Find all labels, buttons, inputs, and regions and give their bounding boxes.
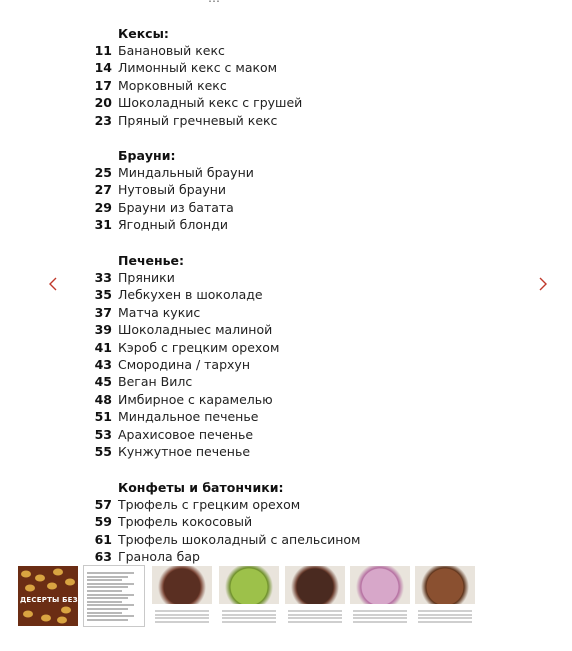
previous-page-button[interactable]: [41, 270, 65, 298]
page-number: 59: [94, 514, 112, 530]
toc-row: [90, 94, 450, 111]
next-page-button[interactable]: [531, 270, 555, 298]
page-number: 35: [94, 287, 112, 303]
page-number: 27: [94, 182, 112, 198]
toc-row: [90, 269, 450, 286]
recipe-name: Смородина / тархун: [118, 357, 250, 372]
cut-off-text: [208, 0, 220, 5]
toc-row: [90, 531, 450, 548]
recipe-name: Матча кукис: [118, 304, 201, 320]
recipe-name: Миндальное печенье: [118, 409, 259, 425]
text-line: [353, 621, 407, 623]
text-line: [155, 610, 209, 612]
recipe-name: Веган Вилс: [118, 374, 193, 390]
page-number: 25: [94, 165, 112, 180]
text-line: [418, 614, 472, 616]
text-line: [87, 579, 122, 581]
text-line: [87, 619, 128, 621]
chevron-left-icon: [48, 276, 58, 292]
section-title: Конфеты и батончики:: [118, 480, 284, 495]
text-line: [87, 576, 128, 578]
text-line: [87, 590, 122, 592]
page-number: 17: [94, 77, 112, 93]
page-number: 39: [94, 322, 112, 338]
page-number: 33: [94, 270, 112, 285]
recipe-photo: [219, 566, 279, 604]
text-line: [87, 601, 122, 603]
page-thumbnail[interactable]: [285, 566, 345, 626]
text-line: [418, 610, 472, 612]
document-page: [90, 0, 490, 565]
toc-row: [90, 496, 450, 513]
page-number: 55: [94, 444, 112, 459]
text-line: [87, 594, 134, 596]
recipe-photo: [285, 566, 345, 604]
section-title: Кексы:: [118, 26, 169, 41]
text-line: [418, 617, 472, 619]
toc-row: [90, 408, 450, 425]
text-line: [353, 617, 407, 619]
page-number: 57: [94, 497, 112, 512]
recipe-name: Лимонный кекс с маком: [118, 60, 278, 76]
recipe-name: Кунжутное печенье: [118, 444, 251, 459]
page-thumbnail[interactable]: [18, 566, 78, 626]
text-line: [288, 621, 342, 623]
text-line: [155, 617, 209, 619]
recipe-name: Имбирное с карамелью: [118, 391, 273, 407]
toc-row: [90, 548, 450, 565]
toc-row: [90, 443, 450, 460]
toc-row: [90, 77, 450, 94]
toc-row: [90, 216, 450, 233]
toc-row: [90, 164, 450, 181]
page-number: 63: [94, 549, 112, 565]
toc-row: [90, 59, 450, 76]
toc-row: [90, 304, 450, 321]
text-line: [87, 612, 122, 614]
toc-row: [90, 321, 450, 338]
recipe-name: Гранола бар: [118, 549, 200, 565]
page-number: 14: [94, 60, 112, 76]
page-number: 53: [94, 426, 112, 442]
page-number: 61: [94, 531, 112, 547]
toc-row: [90, 42, 450, 59]
thumbnail-strip: [0, 566, 572, 628]
text-line: [418, 621, 472, 623]
text-line: [222, 617, 276, 619]
toc-row: [90, 112, 450, 129]
page-thumbnail[interactable]: [152, 566, 212, 626]
page-number: 20: [94, 95, 112, 111]
recipe-name: Пряники: [118, 270, 175, 285]
toc-row: [90, 426, 450, 443]
chevron-right-icon: [538, 276, 548, 292]
recipe-name: Трюфель с грецким орехом: [118, 497, 301, 512]
recipe-name: Трюфель кокосовый: [118, 514, 253, 530]
recipe-name: Шоколадныес малиной: [118, 322, 273, 338]
toc-row: [90, 199, 450, 216]
text-line: [87, 608, 128, 610]
text-line: [222, 621, 276, 623]
recipe-name: Ягодный блонди: [118, 217, 228, 233]
page-number: 29: [94, 199, 112, 215]
page-thumbnail[interactable]: [219, 566, 279, 626]
text-line: [155, 614, 209, 616]
page-number: 11: [94, 43, 112, 58]
page-number: 51: [94, 409, 112, 425]
toc-row: [90, 286, 450, 303]
page-number: 45: [94, 374, 112, 390]
recipe-name: Пряный гречневый кекс: [118, 112, 278, 128]
recipe-name: Трюфель шоколадный с апельсином: [118, 531, 361, 547]
recipe-name: Арахисовое печенье: [118, 426, 254, 442]
recipe-name: Морковный кекс: [118, 77, 227, 93]
page-number: 31: [94, 217, 112, 233]
text-line: [353, 614, 407, 616]
page-number: 37: [94, 304, 112, 320]
recipe-name: Брауни из батата: [118, 199, 234, 215]
page-number: 43: [94, 357, 112, 372]
text-line: [87, 597, 128, 599]
text-line: [288, 610, 342, 612]
section-title: Брауни:: [118, 148, 176, 163]
toc-row: [90, 513, 450, 530]
toc-row: [90, 339, 450, 356]
page-thumbnail[interactable]: [350, 566, 410, 626]
recipe-name: Кэроб с грецким орехом: [118, 339, 280, 355]
recipe-photo: [350, 566, 410, 604]
recipe-name: Миндальный брауни: [118, 165, 254, 180]
recipe-name: Лебкухен в шоколаде: [118, 287, 263, 303]
recipe-photo: [152, 566, 212, 604]
text-line: [222, 614, 276, 616]
text-line: [353, 610, 407, 612]
text-line: [87, 615, 134, 617]
text-line: [87, 586, 128, 588]
page-number: 48: [94, 391, 112, 407]
text-line: [87, 604, 134, 606]
page-number: 41: [94, 339, 112, 355]
recipe-name: Нутовый брауни: [118, 182, 227, 198]
recipe-photo: [415, 566, 475, 604]
text-line: [87, 583, 134, 585]
toc-row: [90, 356, 450, 373]
text-line: [87, 572, 134, 574]
toc-row: [90, 181, 450, 198]
text-line: [288, 614, 342, 616]
text-line: [222, 610, 276, 612]
page-thumbnail[interactable]: [84, 566, 144, 626]
toc-row: [90, 373, 450, 390]
section-title: Печенье:: [118, 253, 185, 268]
cover-title: ДЕСЕРТЫ БЕЗ: [20, 596, 78, 604]
text-line: [288, 617, 342, 619]
recipe-name: Банановый кекс: [118, 43, 225, 58]
page-number: 23: [94, 112, 112, 128]
page-thumbnail[interactable]: [415, 566, 475, 626]
recipe-name: Шоколадный кекс с грушей: [118, 95, 303, 111]
text-line: [155, 621, 209, 623]
toc-row: [90, 391, 450, 408]
